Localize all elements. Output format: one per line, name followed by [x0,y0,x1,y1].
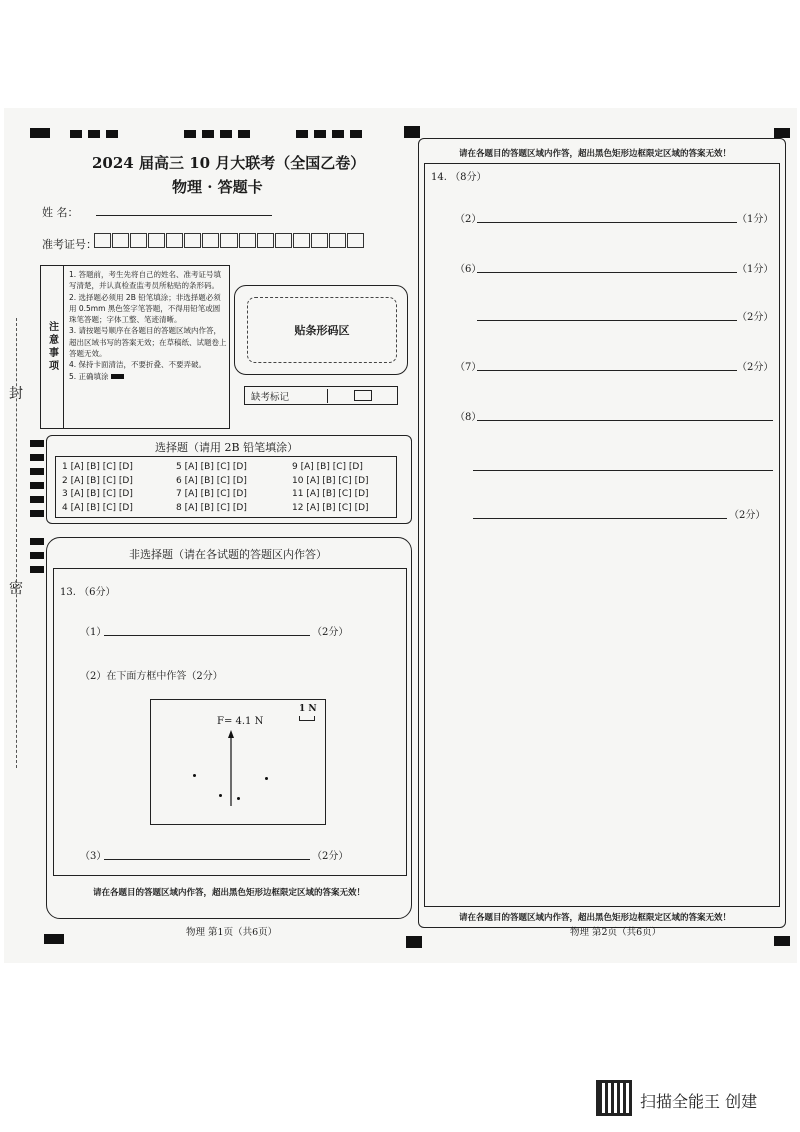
q14-area [424,163,780,907]
filled-bubble-sample [111,374,124,379]
q13-part1-answer[interactable] [104,635,310,636]
timing-mark [774,936,790,946]
mcq-item[interactable]: 2 [A] [B] [C] [D] [62,475,133,486]
mcq-box [46,435,412,524]
scale-label: 1 N [299,704,317,714]
q13-part2-label: （2）在下面方框中作答（2分） [80,671,223,682]
mcq-item[interactable]: 12 [A] [B] [C] [D] [292,502,369,513]
q14-part8-answer-2[interactable] [473,470,773,471]
seal-margin-label: 封 [9,386,23,402]
barcode-outer [234,285,408,375]
timing-mark [30,552,44,559]
card-subtitle: 物理 · 答题卡 [172,178,263,196]
q13-part3-answer[interactable] [104,859,310,860]
margin-line [16,318,17,768]
mcq-item[interactable]: 1 [A] [B] [C] [D] [62,462,133,472]
timing-mark [30,440,44,447]
mcq-item[interactable]: 9 [A] [B] [C] [D] [292,462,363,472]
timing-mark [30,468,44,475]
point-dot [237,797,240,800]
point-dot [265,777,268,780]
name-field[interactable] [96,215,272,216]
point-dot [193,774,196,777]
force-label: F= 4.1 N [217,716,264,727]
q14-part8-answer-1[interactable] [477,420,773,421]
timing-mark [220,130,232,138]
mcq-column [176,461,247,515]
mcq-item[interactable]: 6 [A] [B] [C] [D] [176,475,247,486]
page2-footer: 物理 第2页（共6页） [570,927,662,938]
right-answer-region [418,138,786,928]
secret-margin-label: 密 [9,581,23,597]
timing-mark [30,566,44,573]
timing-mark [30,538,44,545]
notice-box [40,265,230,429]
notice-items [69,269,227,382]
timing-mark [30,128,50,138]
absent-checkbox[interactable] [354,390,372,401]
notice-item: 5. 正确填涂 [69,371,227,382]
q14-part2-score: （1分） [737,214,774,225]
timing-mark [332,130,344,138]
timing-mark [30,510,44,517]
q13-drawing-box[interactable] [150,699,326,825]
q13-label: 13. （6分） [60,587,116,598]
timing-mark [30,496,44,503]
notice-item: 3. 请按题号顺序在各题目的答题区域内作答，超出区域书写的答案无效；在草稿纸、试题卷上答题无效。 [69,326,227,359]
mcq-item[interactable]: 7 [A] [B] [C] [D] [176,489,247,499]
mcq-column [62,461,133,515]
q14-part7-score: （2分） [737,362,774,373]
q13-area [53,568,407,876]
timing-mark [184,130,196,138]
q14-part8-score: （2分） [729,510,766,521]
name-label: 姓 名： [42,206,79,219]
timing-mark [404,126,420,138]
qr-code-icon [596,1080,632,1116]
mcq-item[interactable]: 5 [A] [B] [C] [D] [176,462,247,472]
mcq-item[interactable]: 10 [A] [B] [C] [D] [292,475,369,486]
q14-part6-answer-2[interactable] [477,320,737,321]
barcode-area [247,297,397,363]
nonmcq-title: 非选择题（请在各试题的答题区内作答） [129,548,327,561]
point-dot [219,794,222,797]
absent-mark-row [244,386,398,405]
timing-mark [30,482,44,489]
q14-part8-answer-3[interactable] [473,518,727,519]
q14-part2-label: （2） [455,214,482,225]
mcq-title: 选择题（请用 2B 铅笔填涂） [155,441,299,454]
timing-mark [44,934,64,944]
scale-bar [299,716,315,721]
timing-mark [314,130,326,138]
q13-part3-score: （2分） [312,851,349,862]
nonmcq-box [46,537,412,919]
right-top-warning: 请在各题目的答题区域内作答，超出黑色矩形边框限定区域的答案无效！ [459,149,732,159]
exam-title: 2024 届高三 10 月大联考（全国乙卷） [92,154,366,172]
q14-part7-label: （7） [455,362,482,373]
timing-mark [238,130,250,138]
force-arrow [225,730,237,806]
timing-mark [70,130,82,138]
q14-part7-answer[interactable] [477,370,737,371]
timing-mark [296,130,308,138]
right-bottom-warning: 请在各题目的答题区域内作答，超出黑色矩形边框限定区域的答案无效！ [459,913,732,923]
timing-mark [774,128,790,138]
q14-label: 14. （8分） [431,172,487,183]
notice-side-label: 注意事项 [41,266,64,428]
absent-label: 缺考标记 [245,389,328,403]
mcq-item[interactable]: 4 [A] [B] [C] [D] [62,502,133,513]
q14-part2-answer[interactable] [477,222,737,223]
scanner-watermark: 扫描全能王 创建 [640,1092,758,1111]
notice-item: 2. 选择题必须用 2B 铅笔填涂；非选择题必须用 0.5mm 黑色签字笔答题，不得用铅笔或圆珠笔答题；字体工整、笔迹清晰。 [69,292,221,325]
q14-part6-score: （1分） [737,264,774,275]
timing-mark [88,130,100,138]
exam-id-label: 准考证号： [42,238,97,251]
q14-part8-label: （8） [455,412,482,423]
q14-part6b-score: （2分） [737,312,774,323]
mcq-column [292,461,369,515]
notice-item: 1. 答题前，考生先将自己的姓名、准考证号填写清楚，并认真检查监考员所粘贴的条形码。 [69,270,222,291]
barcode-label: 贴条形码区 [294,324,350,337]
exam-id-boxes[interactable] [94,233,364,248]
q13-part3-label: （3） [80,851,107,862]
notice-item: 4. 保持卡面清洁，不要折叠、不要弄破。 [69,360,207,370]
q13-part1-label: （1） [80,627,107,638]
timing-mark [106,130,118,138]
q13-part1-score: （2分） [312,627,349,638]
timing-mark [202,130,214,138]
q14-part6-answer[interactable] [477,272,737,273]
timing-mark [30,454,44,461]
left-warning: 请在各题目的答题区域内作答，超出黑色矩形边框限定区域的答案无效！ [93,888,366,898]
mcq-item[interactable]: 8 [A] [B] [C] [D] [176,502,247,513]
mcq-grid [55,456,397,518]
timing-mark [406,936,422,948]
page1-footer: 物理 第1页（共6页） [186,927,278,938]
answer-sheet [4,108,797,963]
mcq-item[interactable]: 3 [A] [B] [C] [D] [62,489,133,499]
timing-mark [350,130,362,138]
mcq-item[interactable]: 11 [A] [B] [C] [D] [292,489,369,499]
q14-part6-label: （6） [455,264,482,275]
